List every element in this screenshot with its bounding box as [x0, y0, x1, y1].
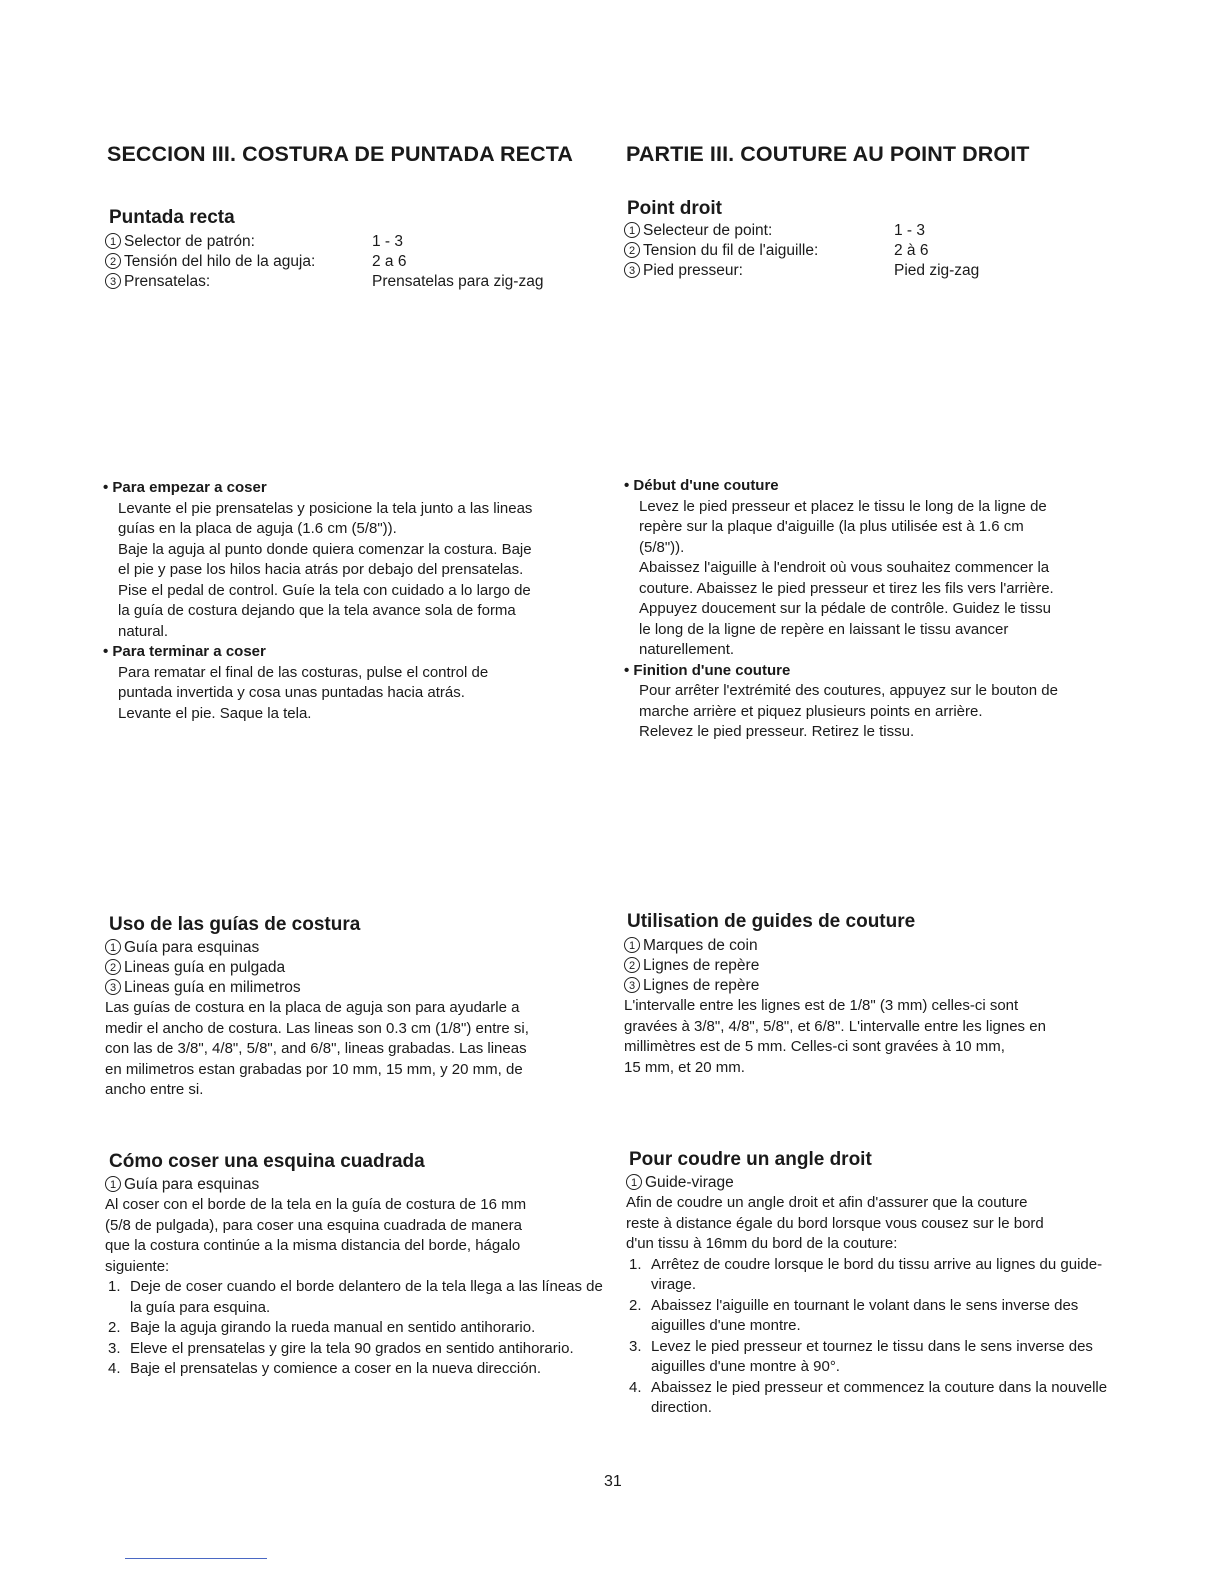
guide-item [105, 1175, 610, 1195]
paragraph-line: medir el ancho de costura. Las lineas son 0.3 cm (1/8") entre si, [105, 1019, 529, 1037]
circled-number: 2 [624, 957, 640, 973]
section-title-fr: PARTIE III. COUTURE AU POINT DROIT [626, 142, 1030, 166]
corner-block-es [105, 1175, 610, 1380]
guides-block-es [105, 938, 605, 1101]
circled-number: 2 [105, 959, 121, 975]
paragraph-line: Levante el pie. Saque la tela. [118, 704, 312, 722]
guides-title-fr: Utilisation de guides de couture [627, 911, 916, 932]
paragraph-line: Levante el pie prensatelas y posicione la tela junto a las lineas [118, 499, 533, 517]
setting-label: Prensatelas: [124, 273, 211, 290]
setting-value: 1 - 3 [372, 233, 404, 250]
steps-list-es [105, 1277, 610, 1380]
guides-title-es: Uso de las guías de costura [109, 914, 361, 935]
guide-label: Guide-virage [645, 1174, 734, 1191]
guide-item [105, 938, 605, 958]
setting-row [105, 232, 585, 252]
list-item: 4. Baje el prensatelas y comience a coser en la nueva dirección. [108, 1360, 542, 1377]
paragraph-line: Pise el pedal de control. Guíe la tela con cuidado a lo largo de [118, 581, 531, 599]
paragraph-line: Las guías de costura en la placa de aguja son para ayudarle a [105, 999, 520, 1016]
paragraph-line: Para rematar el final de las costuras, pulse el control de [118, 663, 489, 681]
circled-number: 1 [624, 222, 640, 238]
setting-row [105, 252, 585, 272]
paragraph-line: (5/8")). [639, 538, 685, 556]
paragraph-line: que la costura continúe a la misma distancia del borde, hágalo [105, 1237, 521, 1254]
setting-value: Prensatelas para zig-zag [372, 273, 544, 290]
setting-label: Pied presseur: [643, 262, 743, 279]
paragraph-line: Afin de coudre un angle droit et afin d'assurer que la couture [626, 1194, 1028, 1211]
guide-label: Guía para esquinas [124, 939, 260, 956]
paragraph-line: Levez le pied presseur et placez le tissu le long de la ligne de [639, 497, 1047, 515]
paragraph-line: puntada invertida y cosa unas puntadas hacia atrás. [118, 684, 465, 701]
paragraph-line: naturellement. [639, 641, 735, 658]
steps-list-fr [626, 1255, 1136, 1419]
paragraph-line: ancho entre si. [105, 1081, 204, 1098]
corner-title-fr: Pour coudre un angle droit [629, 1149, 872, 1170]
circled-number: 3 [624, 262, 640, 278]
circled-number: 1 [105, 939, 121, 955]
corner-title-es: Cómo coser una esquina cuadrada [109, 1151, 425, 1172]
setting-value: 2 a 6 [372, 253, 407, 270]
list-item: 2. Baje la aguja girando la rueda manual en sentido antihorario. [108, 1319, 536, 1336]
paragraph-line: natural. [118, 622, 169, 640]
page-number: 31 [604, 1473, 622, 1490]
circled-number: 1 [105, 1176, 121, 1192]
paragraph-line: millimètres est de 5 mm. Celles-ci sont gravées à 10 mm, [624, 1038, 1005, 1055]
paragraph-line: L'intervalle entre les lignes est de 1/8" (3 mm) celles-ci sont [624, 997, 1019, 1014]
paragraph-line: (5/8 de pulgada), para coser una esquina cuadrada de manera [105, 1216, 522, 1234]
setting-row [624, 261, 1104, 281]
paragraph-line: la guía de costura dejando que la tela avance sola de forma [118, 602, 516, 619]
straight-stitch-title-es: Puntada recta [109, 207, 235, 228]
guide-label: Lignes de repère [643, 977, 760, 994]
paragraph-line: gravées à 3/8", 4/8", 5/8", et 6/8". L'intervalle entre les lignes en [624, 1017, 1046, 1035]
bullet-heading: • Finition d'une couture [624, 661, 791, 679]
footer-rule [125, 1558, 267, 1559]
circled-number: 3 [105, 979, 121, 995]
setting-value: 2 à 6 [894, 242, 929, 259]
list-item: 3. Levez le pied presseur et tournez le tissu dans le sens inverse des aiguilles d'une montre à 90°. [629, 1337, 1093, 1375]
guide-item [624, 936, 1134, 956]
paragraph-line: Appuyez doucement sur la pédale de contrôle. Guidez le tissu [639, 600, 1051, 617]
paragraph-line: couture. Abaissez le pied presseur et tirez les fils vers l'arrière. [639, 579, 1054, 597]
paragraph-line: el pie y pase los hilos hacia atrás por debajo del prensatelas. [118, 561, 524, 578]
setting-label: Selecteur de point: [643, 222, 773, 239]
guide-item [626, 1173, 1136, 1193]
setting-label: Tensión del hilo de la aguja: [124, 253, 316, 270]
list-item: 1. Arrêtez de coudre lorsque le bord du tissu arrive au lignes du guide-virage. [629, 1255, 1103, 1293]
list-item: 2. Abaissez l'aiguille en tournant le volant dans le sens inverse des aiguilles d'une montre. [629, 1296, 1079, 1334]
list-item: 3. Eleve el prensatelas y gire la tela 90 grados en sentido antihorario. [108, 1339, 574, 1357]
paragraph-line: d'un tissu à 16mm du bord de la couture: [626, 1235, 898, 1252]
circled-number: 1 [105, 233, 121, 249]
list-item: 1. Deje de coser cuando el borde delantero de la tela llega a las líneas de la guía para esquina. [108, 1278, 603, 1316]
guide-label: Lignes de repère [643, 957, 760, 974]
straight-settings-es [105, 232, 585, 292]
paragraph-line: Relevez le pied presseur. Retirez le tissu. [639, 723, 915, 740]
list-item: 4. Abaissez le pied presseur et commencez la couture dans la nouvelle direction. [629, 1378, 1108, 1416]
setting-label: Tension du fil de l'aiguille: [643, 242, 819, 259]
corner-block-fr [626, 1173, 1136, 1419]
paragraph-line: guías en la placa de aguja (1.6 cm (5/8")). [118, 520, 397, 537]
setting-label: Selector de patrón: [124, 233, 255, 250]
circled-number: 2 [105, 253, 121, 269]
paragraph-line: con las de 3/8", 4/8", 5/8", and 6/8", lineas grabadas. Las lineas [105, 1040, 527, 1057]
bullet-heading: • Début d'une couture [624, 477, 779, 494]
guide-item [105, 958, 605, 978]
paragraph-line: Baje la aguja al punto donde quiera comenzar la costura. Baje [118, 540, 532, 558]
paragraph-line: 15 mm, et 20 mm. [624, 1058, 745, 1076]
guide-label: Guía para esquinas [124, 1176, 260, 1193]
setting-value: Pied zig-zag [894, 262, 980, 279]
setting-row [105, 272, 585, 292]
start-sewing-block-es [103, 478, 603, 724]
paragraph-line: marche arrière et piquez plusieurs points en arrière. [639, 702, 983, 720]
guide-label: Marques de coin [643, 937, 758, 954]
guide-label: Lineas guía en pulgada [124, 959, 286, 976]
section-title-es: SECCION III. COSTURA DE PUNTADA RECTA [107, 142, 573, 166]
guides-block-fr [624, 936, 1134, 1078]
setting-value: 1 - 3 [894, 222, 926, 239]
setting-row [624, 241, 1104, 261]
straight-settings-fr [624, 221, 1104, 281]
paragraph-line: Abaissez l'aiguille à l'endroit où vous souhaitez commencer la [639, 559, 1050, 576]
paragraph-line: repère sur la plaque d'aiguille (la plus utilisée est à 1.6 cm [639, 518, 1024, 535]
paragraph-line: reste à distance égale du bord lorsque vous cousez sur le bord [626, 1214, 1044, 1232]
paragraph-line: le long de la ligne de repère en laissant le tissu avancer [639, 620, 1009, 638]
guide-label: Lineas guía en milimetros [124, 979, 301, 996]
circled-number: 1 [626, 1174, 642, 1190]
guide-item [624, 956, 1134, 976]
circled-number: 3 [624, 977, 640, 993]
guide-item [105, 978, 605, 998]
start-sewing-block-fr [624, 476, 1134, 743]
circled-number: 1 [624, 937, 640, 953]
circled-number: 3 [105, 273, 121, 289]
straight-stitch-title-fr: Point droit [627, 198, 722, 219]
circled-number: 2 [624, 242, 640, 258]
paragraph-line: Pour arrêter l'extrémité des coutures, appuyez sur le bouton de [639, 682, 1058, 699]
paragraph-line: en milimetros estan grabadas por 10 mm, 15 mm, y 20 mm, de [105, 1060, 523, 1078]
paragraph-line: siguiente: [105, 1257, 170, 1275]
bullet-heading: • Para terminar a coser [103, 643, 266, 660]
guide-item [624, 976, 1134, 996]
setting-row [624, 221, 1104, 241]
bullet-heading: • Para empezar a coser [103, 479, 267, 496]
paragraph-line: Al coser con el borde de la tela en la guía de costura de 16 mm [105, 1196, 527, 1213]
